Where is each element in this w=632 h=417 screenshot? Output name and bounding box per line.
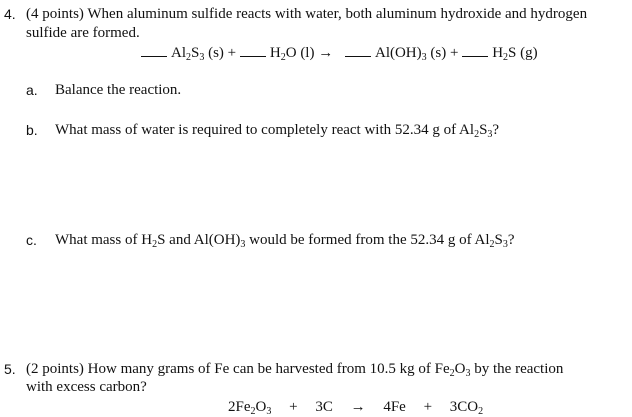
coefficient-blank-3[interactable] (345, 44, 371, 57)
reaction-arrow: → (350, 399, 366, 415)
part-c-label: c. (26, 232, 37, 248)
question-4-text-line1: (4 points) When aluminum sulfide reacts with water, both aluminum hydroxide and hydrogen (26, 6, 588, 22)
part-a-label: a. (26, 82, 38, 98)
coefficient-blank-1[interactable] (141, 44, 167, 57)
product-aloh3: $Al(OH)_3$ (s) + (374, 45, 459, 63)
plus-sign-2: + (423, 399, 433, 415)
question-5-text-line2: with excess carbon? (26, 379, 147, 395)
reactant-al2s3: $Al_2S_3$ (s) + (171, 45, 237, 63)
reactant-carbon: 3C (315, 399, 333, 415)
product-h2s: $H_2S$ (g) (492, 45, 538, 63)
question-4-equation (141, 44, 538, 62)
question-4-text-line2: sulfide are formed. (26, 25, 140, 41)
product-co2: $3CO_2$ (449, 399, 484, 417)
question-5-equation (228, 398, 483, 416)
part-b-text: What mass of water is required to completely react with 52.34 g of $Al_2S_3$? (55, 122, 500, 140)
question-5-text-line1: (2 points) How many grams of Fe can be harvested from 10.5 kg of $Fe_2O_3$ by the reaction (26, 361, 564, 379)
reactant-fe2o3: $2Fe_2O_3$ (228, 399, 272, 417)
part-b-label: b. (26, 122, 38, 138)
reactant-h2o: $H_2O$ (l) → (269, 45, 334, 63)
coefficient-blank-2[interactable] (240, 44, 266, 57)
plus-sign-1: + (289, 399, 298, 415)
product-iron: 4Fe (383, 399, 406, 415)
question-4-number: 4. (4, 6, 16, 22)
part-a-text: Balance the reaction. (55, 82, 182, 98)
coefficient-blank-4[interactable] (462, 44, 488, 57)
question-5-number: 5. (4, 361, 16, 377)
part-c-text: What mass of $H_2S$ and $Al(OH)_3$ would be formed from the 52.34 g of $Al_2S_3$? (55, 232, 515, 250)
